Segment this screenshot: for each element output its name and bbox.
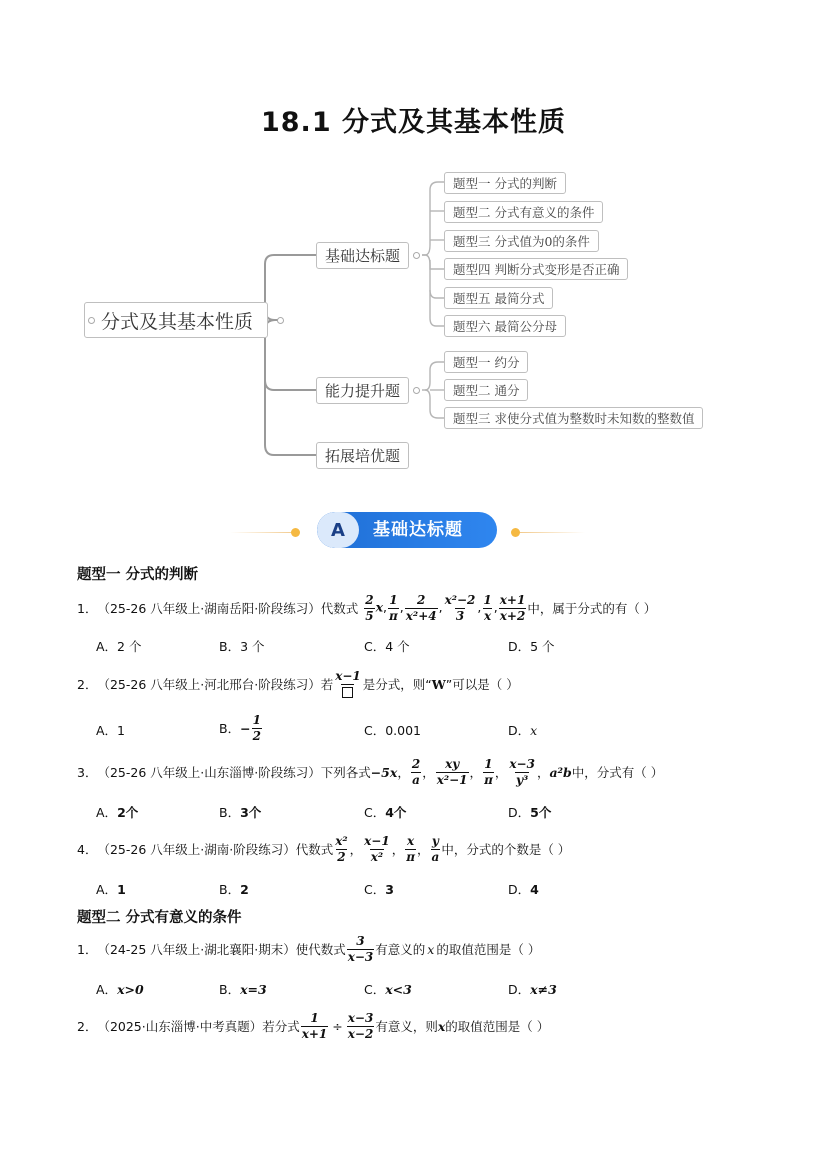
numerator: x bbox=[407, 833, 415, 848]
option-b bbox=[219, 803, 261, 821]
question-tail: 有意义，则 bbox=[375, 1019, 438, 1034]
option-value: 5个 bbox=[530, 805, 552, 820]
denominator: y³ bbox=[516, 772, 529, 787]
mindmap-leaf bbox=[444, 258, 628, 280]
fraction bbox=[405, 594, 438, 622]
mindmap-branch-label: 基础达标题 bbox=[325, 247, 401, 265]
denominator: 2 bbox=[337, 849, 346, 864]
option-b: B．3 个 bbox=[219, 639, 265, 654]
mindmap-branch-extension bbox=[316, 442, 409, 469]
option-d bbox=[508, 980, 557, 998]
option-c bbox=[364, 980, 412, 998]
fraction bbox=[334, 835, 348, 863]
question-tail: 中，属于分式的有（ ） bbox=[527, 601, 657, 616]
denominator: x+1 bbox=[301, 1026, 328, 1041]
mindmap-root-label: 分式及其基本性质 bbox=[101, 310, 254, 333]
question-1-4: 4． （25-26 八年级上·湖南·阶段练习）代数式 $\frac{\text{x²}}{2}$ ， $\frac{x-1}{\text{x²}}$ ， $\frac{x}{\pi}$ ， $\frac{y}{a}$ 中，分式的个数是（ ） bbox=[77, 833, 571, 864]
denominator: 3 bbox=[455, 608, 465, 623]
fraction bbox=[436, 758, 469, 786]
option-label: D． bbox=[508, 723, 531, 738]
numerator: x² bbox=[335, 833, 348, 848]
denominator: π bbox=[389, 608, 398, 623]
option-value: 2 bbox=[240, 881, 249, 897]
mindmap-leaf-label: 题型二 分式有意义的条件 bbox=[453, 205, 595, 220]
option-c bbox=[364, 803, 406, 821]
mindmap-leaf-label: 题型六 最简公分母 bbox=[453, 319, 557, 334]
denominator: π bbox=[406, 849, 416, 864]
question-tail: 有意义的 bbox=[375, 942, 426, 957]
question-1-1 bbox=[77, 590, 656, 626]
mindmap-branch-label: 拓展培优题 bbox=[325, 447, 401, 465]
minus-sign: − bbox=[240, 720, 251, 736]
option-value: 1 bbox=[117, 881, 126, 897]
mindmap-leaf-label: 题型五 最简分式 bbox=[453, 291, 545, 306]
term: a²b bbox=[549, 764, 572, 780]
option-a bbox=[96, 803, 138, 821]
denominator: x²−1 bbox=[436, 772, 468, 787]
banner-line-left bbox=[230, 532, 296, 533]
option-value: 2个 bbox=[117, 805, 139, 820]
option-label: B． bbox=[219, 805, 241, 820]
term: −5x bbox=[370, 764, 398, 780]
section-banner bbox=[317, 512, 497, 548]
mindmap-leaf-label: 题型三 分式值为0的条件 bbox=[453, 234, 590, 249]
mindmap-leaf-label: 题型四 判断分式变形是否正确 bbox=[453, 262, 620, 277]
question-tail-2: 的取值范围是（ ） bbox=[445, 1019, 550, 1034]
denominator: x bbox=[484, 608, 492, 623]
banner-letter: A bbox=[317, 512, 359, 548]
mindmap-branch-advanced bbox=[316, 377, 409, 404]
option-d bbox=[508, 803, 551, 821]
option-value: x>0 bbox=[117, 981, 144, 997]
mindmap-leaf-label: 题型二 通分 bbox=[453, 383, 520, 398]
numerator: x−3 bbox=[509, 756, 535, 771]
option-b bbox=[219, 980, 267, 998]
denominator: a bbox=[412, 772, 420, 787]
numerator: 2 bbox=[411, 756, 421, 771]
question-number: 3． bbox=[77, 765, 98, 780]
fraction bbox=[444, 594, 477, 622]
term: x bbox=[375, 599, 384, 615]
question-number: 1． bbox=[77, 942, 98, 957]
numerator: x−1 bbox=[364, 833, 390, 848]
fraction bbox=[482, 594, 492, 622]
option-label: C． bbox=[364, 805, 386, 820]
fraction bbox=[252, 714, 262, 742]
banner-dot-right bbox=[511, 528, 520, 537]
fraction bbox=[347, 935, 375, 963]
option-a: A．2 个 bbox=[96, 639, 142, 654]
mindmap-leaf bbox=[444, 379, 528, 401]
numerator: 1 bbox=[483, 592, 492, 607]
option-label: B． bbox=[219, 721, 241, 736]
numerator: x−3 bbox=[347, 1010, 374, 1025]
mindmap-leaf-label: 题型三 求使分式值为整数时未知数的整数值 bbox=[453, 411, 695, 426]
section-heading: 题型一 分式的判断 bbox=[77, 567, 199, 583]
denominator: 5 bbox=[365, 608, 374, 623]
option-d bbox=[508, 880, 539, 898]
numerator: 1 bbox=[484, 756, 493, 771]
question-tail: 中，分式有（ ） bbox=[571, 765, 664, 780]
fraction bbox=[405, 835, 416, 863]
fraction bbox=[347, 1012, 375, 1040]
mindmap-branch-basic-dot bbox=[413, 252, 420, 259]
mindmap-leaf bbox=[444, 287, 553, 309]
option-label: C． bbox=[364, 882, 386, 897]
option-label: D． bbox=[508, 982, 531, 997]
divide-sign: ÷ bbox=[332, 1018, 343, 1034]
denominator-box bbox=[341, 684, 354, 699]
variable: x bbox=[437, 1018, 446, 1034]
option-value: x bbox=[530, 722, 538, 738]
mindmap-root bbox=[84, 302, 268, 338]
numerator: 1 bbox=[389, 592, 398, 607]
placeholder-box-icon bbox=[342, 687, 353, 698]
question-2-1 bbox=[77, 930, 540, 968]
option-value: x≠3 bbox=[530, 981, 557, 997]
mindmap-leaf-label: 题型一 分式的判断 bbox=[453, 176, 557, 191]
option-label: B． bbox=[219, 982, 241, 997]
question-source: （24-25 八年级上·湖北襄阳·期末）使代数式 bbox=[97, 942, 346, 957]
denominator: π bbox=[484, 772, 493, 787]
page-title: 18.1 分式及其基本性质 bbox=[260, 107, 567, 138]
mindmap-leaf bbox=[444, 172, 566, 194]
option-a bbox=[96, 880, 126, 898]
numerator: 1 bbox=[252, 712, 261, 727]
banner-dot-left bbox=[291, 528, 300, 537]
denominator: a bbox=[431, 849, 440, 864]
denominator: x²+4 bbox=[405, 608, 437, 623]
question-number: 2． bbox=[77, 677, 98, 692]
fraction bbox=[508, 758, 536, 786]
banner-text: 基础达标题 bbox=[373, 520, 463, 540]
denominator: x−3 bbox=[347, 949, 374, 964]
fraction bbox=[301, 1012, 329, 1040]
numerator: y bbox=[431, 833, 439, 848]
option-b bbox=[219, 710, 263, 746]
numerator: 1 bbox=[310, 1010, 319, 1025]
numerator: 2 bbox=[365, 592, 374, 607]
option-label: A． bbox=[96, 982, 118, 997]
mindmap-leaf bbox=[444, 351, 528, 373]
option-label: D． bbox=[508, 882, 531, 897]
fraction bbox=[388, 594, 399, 622]
question-1-2 bbox=[77, 667, 519, 701]
numerator: x+1 bbox=[499, 592, 526, 607]
numerator: 2 bbox=[417, 592, 426, 607]
banner-line-right bbox=[519, 532, 585, 533]
mindmap-root-dot-left bbox=[88, 317, 95, 324]
denominator: 2 bbox=[252, 728, 261, 743]
fraction bbox=[364, 594, 374, 622]
fraction bbox=[499, 594, 527, 622]
question-source: （2025·山东淄博·中考真题）若分式 bbox=[97, 1019, 300, 1034]
option-c bbox=[364, 880, 394, 898]
fraction bbox=[411, 758, 421, 786]
question-2-2 bbox=[77, 1006, 549, 1046]
question-tail: 是分式，则“ bbox=[362, 677, 432, 692]
numerator: x−1 bbox=[335, 668, 361, 683]
question-tail-2: 的取值范围是（ ） bbox=[436, 942, 541, 957]
option-a bbox=[96, 980, 144, 998]
question-1-3: 3． （25-26 八年级上·山东淄博·阶段练习）下列各式 −5x ， $\frac{2}{a}$ ， $\frac{xy}{\text{x²−1}}$ ， $\frac{1}{\pi}$ ， $\frac{x-3}{\text{y³}}$ ， a²b 中，分式有（ ） bbox=[77, 756, 664, 787]
question-source: （25-26 八年级上·河北邢台·阶段练习）若 bbox=[97, 677, 334, 692]
question-source: （25-26 八年级上·湖南岳阳·阶段练习）代数式 bbox=[97, 601, 359, 616]
question-tail: 中，分式的个数是（ ） bbox=[441, 842, 571, 857]
option-label: A． bbox=[96, 882, 118, 897]
option-value: 3 bbox=[385, 881, 394, 897]
question-expression: $\frac{2}{5}$ x, $\frac{1}{\pi}$ , $\frac{2}{\text{x²+4}}$ , $\frac{\text{x²−2}}{3}$ , $\frac{1}{x}$ , $\frac{x+1}{x+2}$ bbox=[365, 592, 526, 623]
question-source: （25-26 八年级上·山东淄博·阶段练习）下列各式 bbox=[97, 765, 371, 780]
option-c: C．4 个 bbox=[364, 639, 410, 654]
question-tail-2: ”可以是（ ） bbox=[445, 677, 519, 692]
question-number: 2． bbox=[77, 1019, 98, 1034]
denominator: x−2 bbox=[347, 1026, 374, 1041]
option-d bbox=[508, 721, 537, 739]
section-heading: 题型二 分式有意义的条件 bbox=[77, 910, 242, 926]
mindmap-leaf-label: 题型一 约分 bbox=[453, 355, 520, 370]
fraction bbox=[431, 835, 441, 863]
option-label: B． bbox=[219, 882, 241, 897]
option-c: C．0.001 bbox=[364, 723, 422, 738]
fraction bbox=[363, 835, 391, 863]
mindmap-root-dot-right bbox=[277, 317, 284, 324]
option-d: D．5 个 bbox=[508, 639, 555, 654]
mindmap-branch-label: 能力提升题 bbox=[325, 382, 401, 400]
denominator: x+2 bbox=[499, 608, 526, 623]
mindmap-leaf bbox=[444, 201, 603, 223]
numerator: 3 bbox=[356, 933, 365, 948]
question-number: 4． bbox=[77, 842, 98, 857]
option-a: A．1 bbox=[96, 723, 126, 738]
variable: x bbox=[427, 941, 435, 957]
placeholder-symbol: W bbox=[431, 676, 446, 692]
option-b bbox=[219, 880, 249, 898]
question-number: 1． bbox=[77, 601, 98, 616]
option-value: 4 bbox=[530, 881, 539, 897]
option-value: x<3 bbox=[385, 981, 412, 997]
denominator: x² bbox=[370, 849, 384, 864]
numerator: xy bbox=[445, 756, 460, 771]
option-label: D． bbox=[508, 805, 531, 820]
option-value: 3个 bbox=[240, 805, 262, 820]
mindmap-leaf bbox=[444, 407, 703, 429]
mindmap-branch-basic bbox=[316, 242, 409, 269]
mindmap-leaf bbox=[444, 230, 599, 252]
mindmap-branch-advanced-dot bbox=[413, 387, 420, 394]
fraction bbox=[334, 670, 362, 698]
option-value: x=3 bbox=[240, 981, 267, 997]
option-label: A． bbox=[96, 805, 118, 820]
option-label: C． bbox=[364, 982, 386, 997]
option-value: 4个 bbox=[385, 805, 407, 820]
question-source: （25-26 八年级上·湖南·阶段练习）代数式 bbox=[97, 842, 334, 857]
mindmap-leaf bbox=[444, 315, 566, 337]
fraction bbox=[483, 758, 494, 786]
numerator: x²−2 bbox=[444, 592, 476, 607]
